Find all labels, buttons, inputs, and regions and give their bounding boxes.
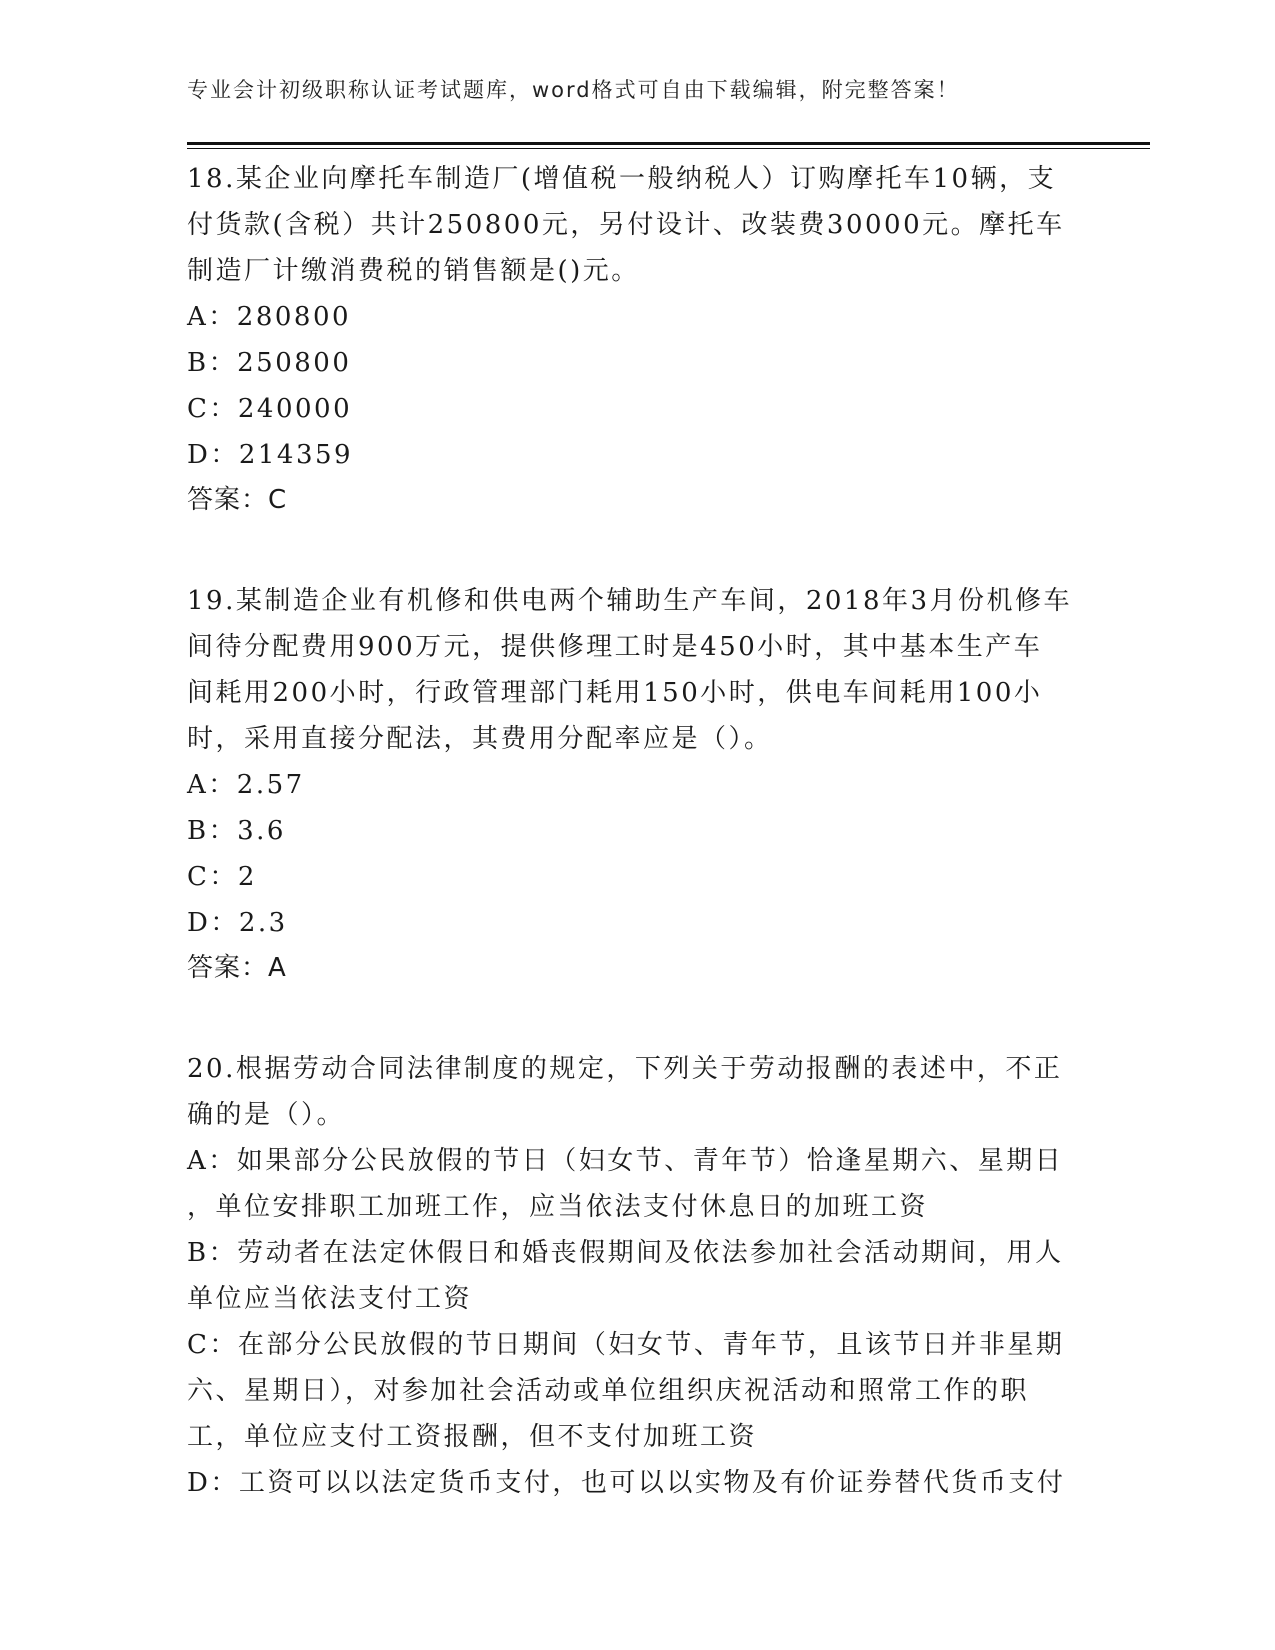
question-stem-line: 18.某企业向摩托车制造厂(增值税一般纳税人）订购摩托车10辆，支 [187,164,1057,194]
question-stem-line: 间待分配费用900万元，提供修理工时是450小时，其中基本生产车 [187,632,1043,662]
option-d: D：214359 [187,440,354,470]
page-header: 专业会计初级职称认证考试题库，word格式可自由下载编辑，附完整答案！ [187,78,960,102]
question-stem-line: 付货款(含税）共计250800元，另付设计、改装费30000元。摩托车 [187,210,1065,240]
answer-key: 答案：C [187,485,288,515]
header-rule-thick [187,142,1150,145]
option-b: B：劳动者在法定休假日和婚丧假期间及依法参加社会活动期间，用人 [187,1238,1064,1268]
option-c: C：240000 [187,394,353,424]
question-stem-line: 时，采用直接分配法，其费用分配率应是（）。 [187,724,773,754]
option-b-continued: 单位应当依法支付工资 [187,1284,473,1314]
option-a: A：如果部分公民放假的节日（妇女节、青年节）恰逢星期六、星期日 [187,1146,1064,1176]
question-stem-line: 20.根据劳动合同法律制度的规定，下列关于劳动报酬的表述中，不正 [187,1054,1063,1084]
question-spacer [187,990,1087,1046]
question-stem-line: 制造厂计缴消费税的销售额是()元。 [187,256,640,286]
question-stem-line: 确的是（）。 [187,1100,346,1130]
question-stem-line: 间耗用200小时，行政管理部门耗用150小时，供电车间耗用100小 [187,678,1043,708]
question-list [187,156,1087,1506]
question-spacer [187,522,1087,578]
option-c: C：在部分公民放假的节日期间（妇女节、青年节，且该节日并非星期 [187,1330,1065,1360]
option-a-continued: ，单位安排职工加班工作，应当依法支付休息日的加班工资 [187,1192,929,1222]
option-d: D：工资可以以法定货币支付，也可以以实物及有价证券替代货币支付 [187,1468,1066,1498]
question-19 [187,578,1087,990]
option-a: A：2.57 [187,770,305,800]
option-a: A：280800 [187,302,352,332]
option-b: B：250800 [187,348,352,378]
question-18 [187,156,1087,522]
option-d: D：2.3 [187,908,288,938]
question-stem-line: 19.某制造企业有机修和供电两个辅助生产车间，2018年3月份机修车 [187,586,1073,616]
option-b: B：3.6 [187,816,286,846]
option-c-continued: 工，单位应支付工资报酬，但不支付加班工资 [187,1422,758,1452]
option-c: C：2 [187,862,257,892]
question-20 [187,1046,1087,1506]
header-rule-thin [187,148,1150,149]
option-c-continued: 六、星期日），对参加社会活动或单位组织庆祝活动和照常工作的职 [187,1376,1030,1406]
answer-key: 答案：A [187,953,287,983]
